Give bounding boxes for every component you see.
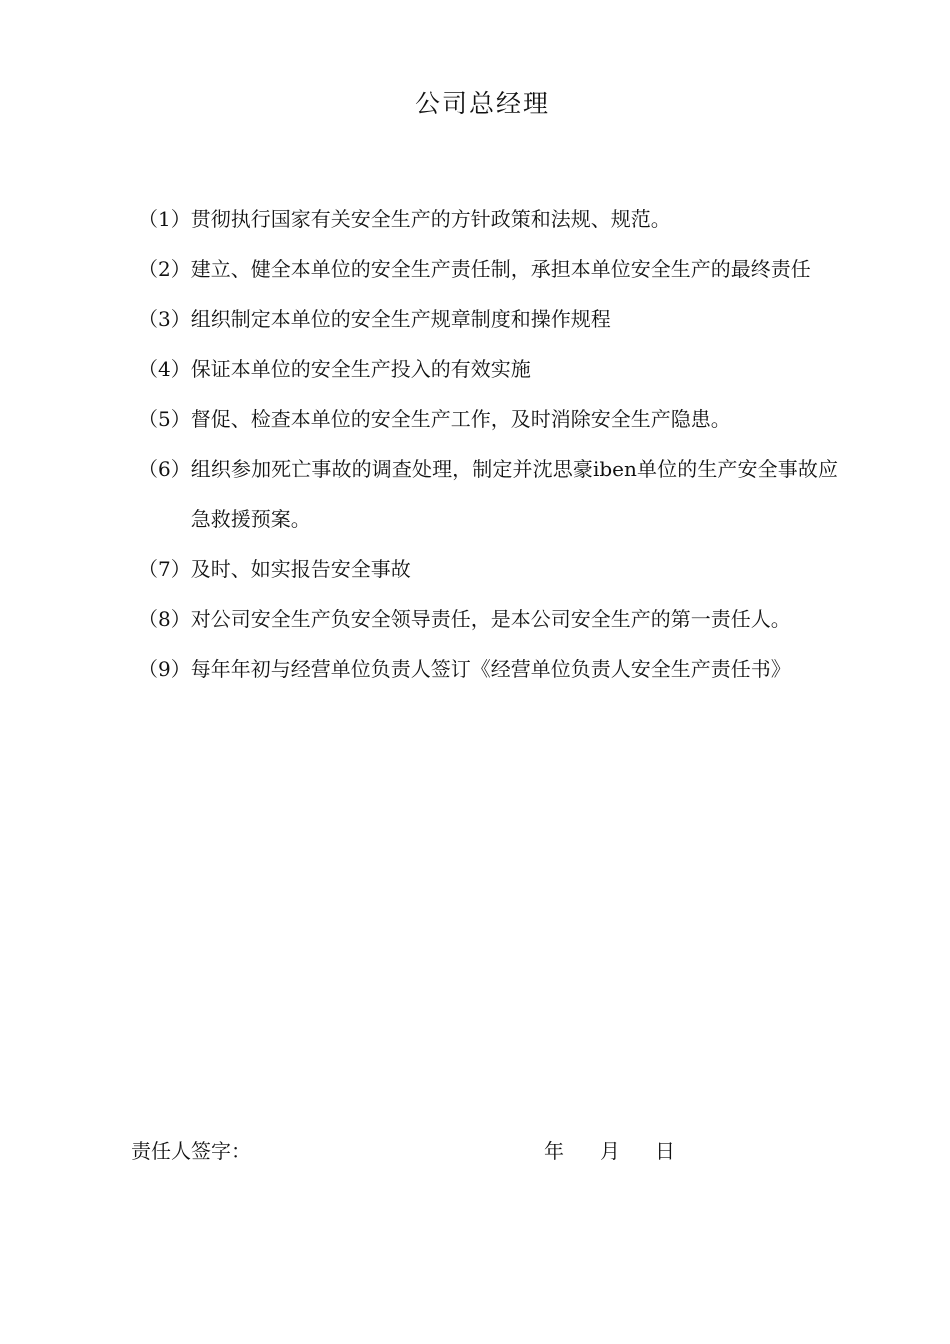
responsibility-list [138, 194, 838, 694]
item-number: （9） [138, 657, 191, 681]
item-text: 组织制定本单位的安全生产规章制度和操作规程 [190, 307, 611, 331]
item-number: （1） [138, 207, 191, 231]
signature-day-label: 日 [655, 1139, 675, 1163]
list-item [138, 194, 838, 244]
item-text: 对公司安全生产负安全领导责任，是本公司安全生产的第一责任人。 [190, 607, 791, 631]
list-item [138, 544, 838, 594]
list-item [138, 344, 838, 394]
list-item [138, 594, 838, 644]
item-number: （8） [138, 607, 191, 631]
signature-label: 责任人签字： [131, 1139, 251, 1163]
document-title: 公司总经理 [414, 89, 550, 118]
item-number: （2） [138, 257, 191, 281]
item-text: 保证本单位的安全生产投入的有效实施 [190, 357, 531, 381]
item-text: 及时、如实报告安全事故 [190, 557, 411, 581]
list-item [138, 444, 838, 544]
list-item [138, 394, 838, 444]
item-number: （6） [138, 457, 191, 481]
item-number: （7） [138, 557, 191, 581]
item-text: 督促、检查本单位的安全生产工作，及时消除安全生产隐患。 [190, 407, 731, 431]
item-text: 组织参加死亡事故的调查处理，制定并沈思豪iben单位的生产安全事故应急救援预案。 [190, 457, 838, 531]
list-item [138, 644, 838, 694]
list-item [138, 244, 838, 294]
item-number: （5） [138, 407, 191, 431]
item-number: （4） [138, 357, 191, 381]
item-text: 每年年初与经营单位负责人签订《经营单位负责人安全生产责任书》 [190, 657, 791, 681]
item-number: （3） [138, 307, 191, 331]
item-text: 贯彻执行国家有关安全生产的方针政策和法规、规范。 [190, 207, 671, 231]
signature-year-label: 年 [544, 1139, 564, 1163]
item-text: 建立、健全本单位的安全生产责任制，承担本单位安全生产的最终责任 [190, 257, 811, 281]
list-item [138, 294, 838, 344]
signature-month-label: 月 [600, 1139, 620, 1163]
